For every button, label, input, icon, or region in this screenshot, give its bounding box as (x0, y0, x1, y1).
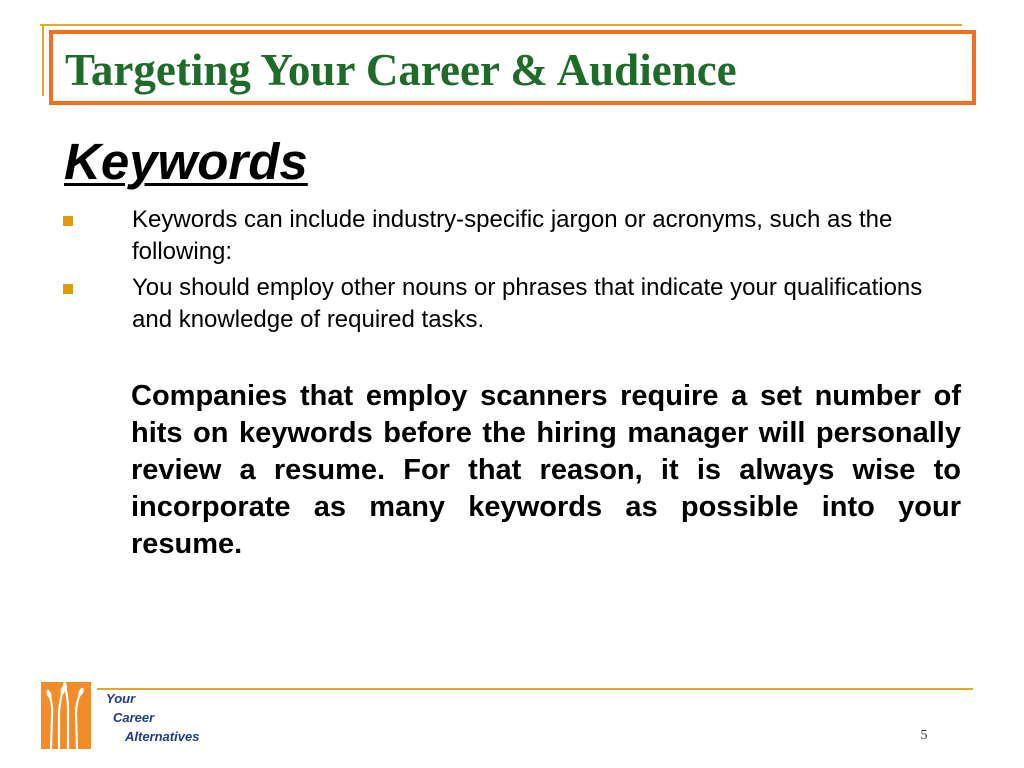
square-bullet-icon (63, 284, 73, 294)
bullet-text: Keywords can include industry-specific jargon or acronyms, such as the following: (132, 206, 893, 265)
brand-line: Alternatives (125, 729, 200, 744)
footer-accent-line (97, 688, 973, 690)
slide-title: Targeting Your Career & Audience (65, 45, 737, 95)
bullet-text: You should employ other nouns or phrases that indicate your qualifications and knowledge of required tasks. (132, 274, 923, 333)
bullet-item (60, 204, 960, 268)
square-bullet-icon (63, 216, 73, 226)
bullet-list (60, 204, 960, 340)
section-heading: Keywords (64, 133, 308, 190)
page-number: 5 (920, 728, 928, 743)
wheat-stalks-logo-icon (41, 682, 91, 749)
bullet-item (60, 272, 960, 336)
title-frame (49, 30, 976, 105)
brand-line: Career (113, 710, 155, 725)
top-accent-line (40, 24, 962, 26)
brand-line: Your (106, 691, 136, 706)
left-accent-line (42, 24, 44, 96)
scanner-note: Companies that employ scanners require a set number of hits on keywords before the hiring manager will personally review a resume. For that reason, it is always wise to incorporate as many keywords as possible into your resume. (131, 380, 961, 560)
